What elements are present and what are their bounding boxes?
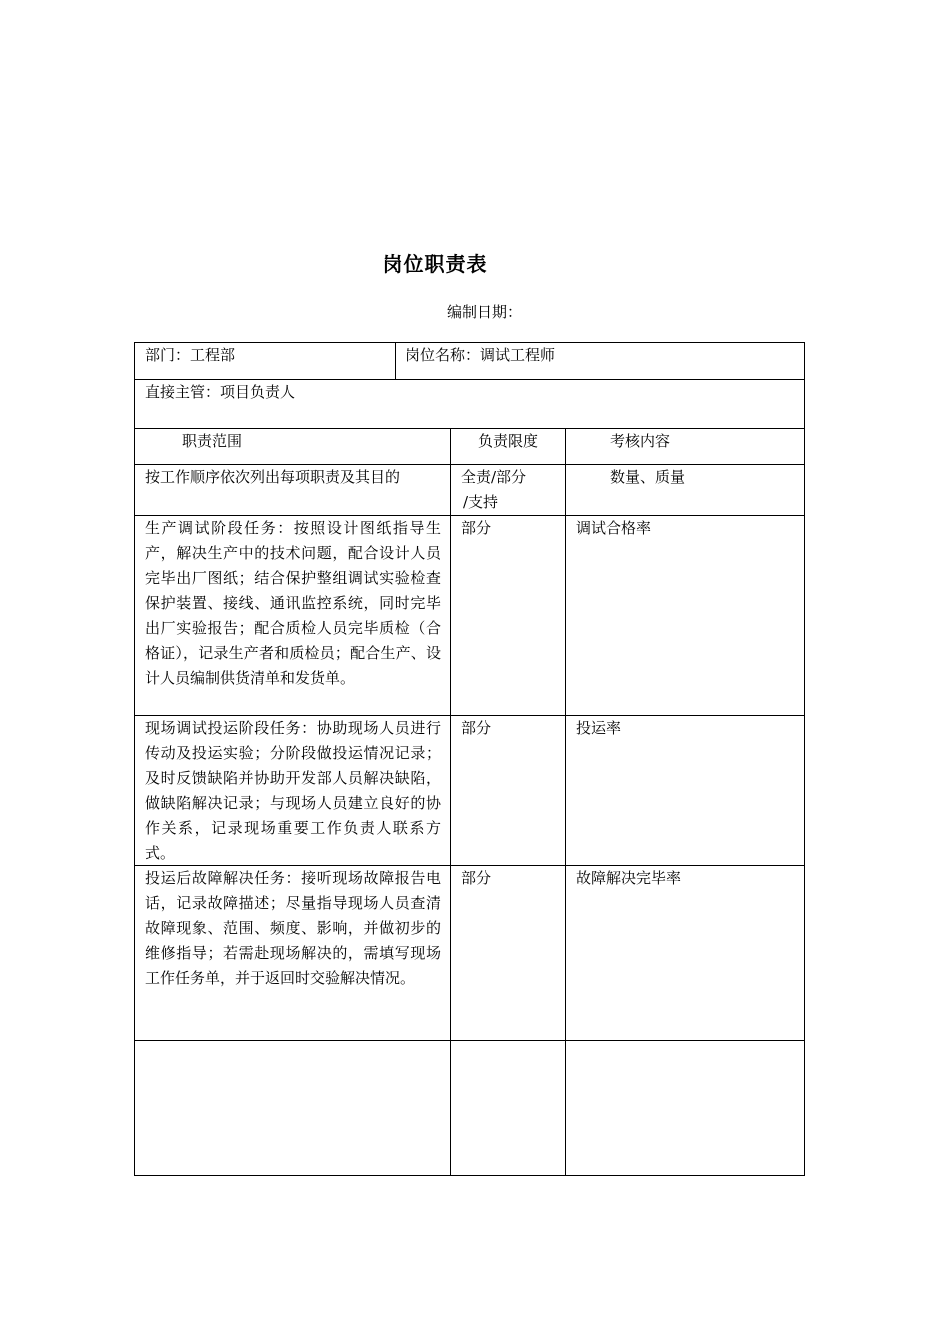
duty-row-2-scope: 现场调试投运阶段任务：协助现场人员进行传动及投运实验；分阶段做投运情况记录；及时反馈缺陷并协助开发部人员解决缺陷，做缺陷解决记录；与现场人员建立良好的协作关系，记录现场重要工作负责人联系方式。 <box>145 719 441 862</box>
subheader-scope: 按工作顺序依次列出每项职责及其目的 <box>145 468 401 486</box>
duty-row-2-assess: 投运率 <box>576 719 622 737</box>
duty-row-3-limit: 部分 <box>461 869 492 887</box>
duty-row-2-limit: 部分 <box>461 719 492 737</box>
supervisor-cell: 直接主管：项目负责人 <box>145 383 296 401</box>
department-cell: 部门：工程部 <box>145 346 236 364</box>
duty-row-1-limit: 部分 <box>461 519 492 537</box>
position-cell: 岗位名称：调试工程师 <box>405 346 556 364</box>
header-assess: 考核内容 <box>610 432 671 450</box>
page-title: 岗位职责表 <box>382 252 488 276</box>
empty-row <box>135 1041 804 1175</box>
subheader-assess: 数量、质量 <box>610 468 686 486</box>
duty-row-1-assess: 调试合格率 <box>576 519 652 537</box>
date-label: 编制日期： <box>447 303 523 321</box>
col-divider <box>395 342 396 380</box>
subheader-limit-line2: /支持 <box>463 493 499 511</box>
header-scope: 职责范围 <box>182 432 243 450</box>
subheader-limit-line1: 全责/部分 <box>461 468 527 486</box>
duty-row-3-scope: 投运后故障解决任务：接听现场故障报告电话，记录故障描述；尽量指导现场人员查清故障现象、范围、频度、影响，并做初步的维修指导；若需赴现场解决的，需填写现场工作任务单，并于返回时交验解决情况。 <box>145 869 441 987</box>
duty-row-1-scope: 生产调试阶段任务：按照设计图纸指导生产，解决生产中的技术问题，配合设计人员完毕出厂图纸；结合保护整组调试实验检查保护装置、接线、通讯监控系统，同时完毕出厂实验报告；配合质检人员完毕质检（合格证），记录生产者和质检员；配合生产、设计人员编制供货清单和发货单。 <box>145 519 441 687</box>
duty-row-3-assess: 故障解决完毕率 <box>576 869 682 887</box>
header-limit: 负责限度 <box>478 432 539 450</box>
